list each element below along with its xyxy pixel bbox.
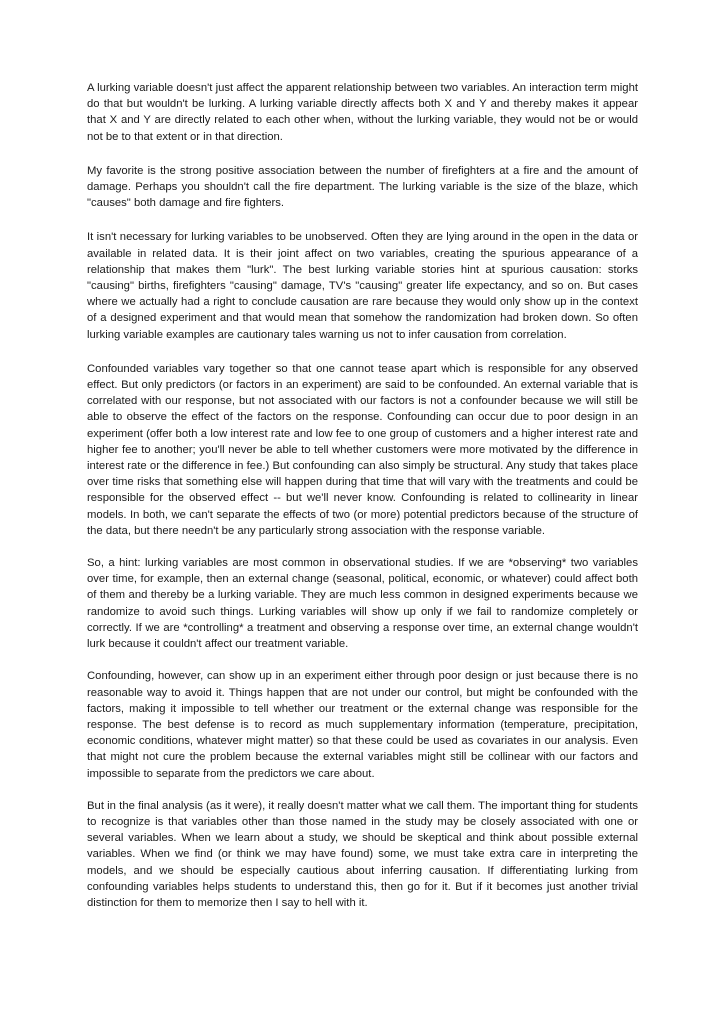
- paragraph-unobserved-variables: It isn't necessary for lurking variables to be unobserved. Often they are lying around in the open in the data or available in related data. It is their joint affect on two variables, creating the spurious appearance of a relationship that makes them "lurk". The best lurking variable stories hint at spurious causation: storks "causing" births, firefighters "causing" damage, TV's "causing" greater life expectancy, and so on. But cases where we actually had a right to conclude causation are rare because they would only show up in the context of a designed experiment and that would mean that somehow the randomization had broken down. So often lurking variable examples are cautionary tales warning us not to infer causation from correlation.: [87, 231, 638, 341]
- paragraph-confounded-variables: Confounded variables vary together so that one cannot tease apart which is responsible for any observed effect. But only predictors (or factors in an experiment) are said to be confounded. An external variable that is correlated with our response, but not associated with our factors is not a confounder because we will still be able to observe the effect of the factors on the response. Confounding can occur due to poor design in an experiment (offer both a low interest rate and low fee to one group of customers and a higher interest rate and higher fee to another; you'll never be able to tell whether customers were more motivated by the difference in interest rate or the difference in fee.) But confounding can also simply be structural. Any study that takes place over time risks that something else will happen during that time that will vary with the treatments and could be responsible for the observed effect -- but we'll never know. Confounding is related to collinearity in linear models. In both, we can't separate the effects of two (or more) potential predictors because of the structure of the data, but there needn't be any particularly strong association with the response variable.: [87, 362, 638, 537]
- paragraph-confounding-experiment: Confounding, however, can show up in an experiment either through poor design or just because there is no reasonable way to avoid it. Things happen that are not under our control, but might be confounded with the factors, making it impossible to tell whether our treatment or the external change was responsible for the response. The best defense is to record as much supplementary information (temperature, precipitation, economic conditions, whatever might matter) so that these could be used as covariates in our analysis. Even that might not cure the problem because the external variables might still be collinear with our factors and impossible to separate from the predictors we care about.: [87, 670, 638, 780]
- paragraph-observational-hint: So, a hint: lurking variables are most common in observational studies. If we are *observing* two variables over time, for example, then an external change (seasonal, political, economic, or whatever) could affect both of them and thereby be a lurking variable. They are much less common in designed experiments because we randomize to avoid such things. Lurking variables will show up only if we fail to randomize completely or correctly. If we are *controlling* a treatment and observing a response over time, an external change wouldn't lurk because it couldn't affect our treatment variable.: [87, 557, 638, 651]
- document-body: [87, 80, 638, 911]
- paragraph-firefighter-example: My favorite is the strong positive association between the number of firefighters at a fire and the amount of damage. Perhaps you shouldn't call the fire department. The lurking variable is the size of the blaze, which "causes" both damage and fire fighters.: [87, 164, 638, 210]
- paragraph-final-analysis: But in the final analysis (as it were), it really doesn't matter what we call them. The important thing for students to recognize is that variables other than those named in the study may be closely associated with one or several variables. When we learn about a study, we should be skeptical and think about possible external variables. When we find (or think we may have found) some, we must take extra care in interpreting the models, and we should be especially cautious about inferring causation. If differentiating lurking from confounding variables helps students to understand this, then go for it. But if it becomes just another trivial distinction for them to memorize then I say to hell with it.: [87, 799, 638, 909]
- paragraph-lurking-definition: A lurking variable doesn't just affect the apparent relationship between two variables. An interaction term might do that but wouldn't be lurking. A lurking variable directly affects both X and Y and thereby makes it appear that X and Y are directly related to each other when, without the lurking variable, they would not be or would not be to that extent or in that direction.: [87, 82, 638, 143]
